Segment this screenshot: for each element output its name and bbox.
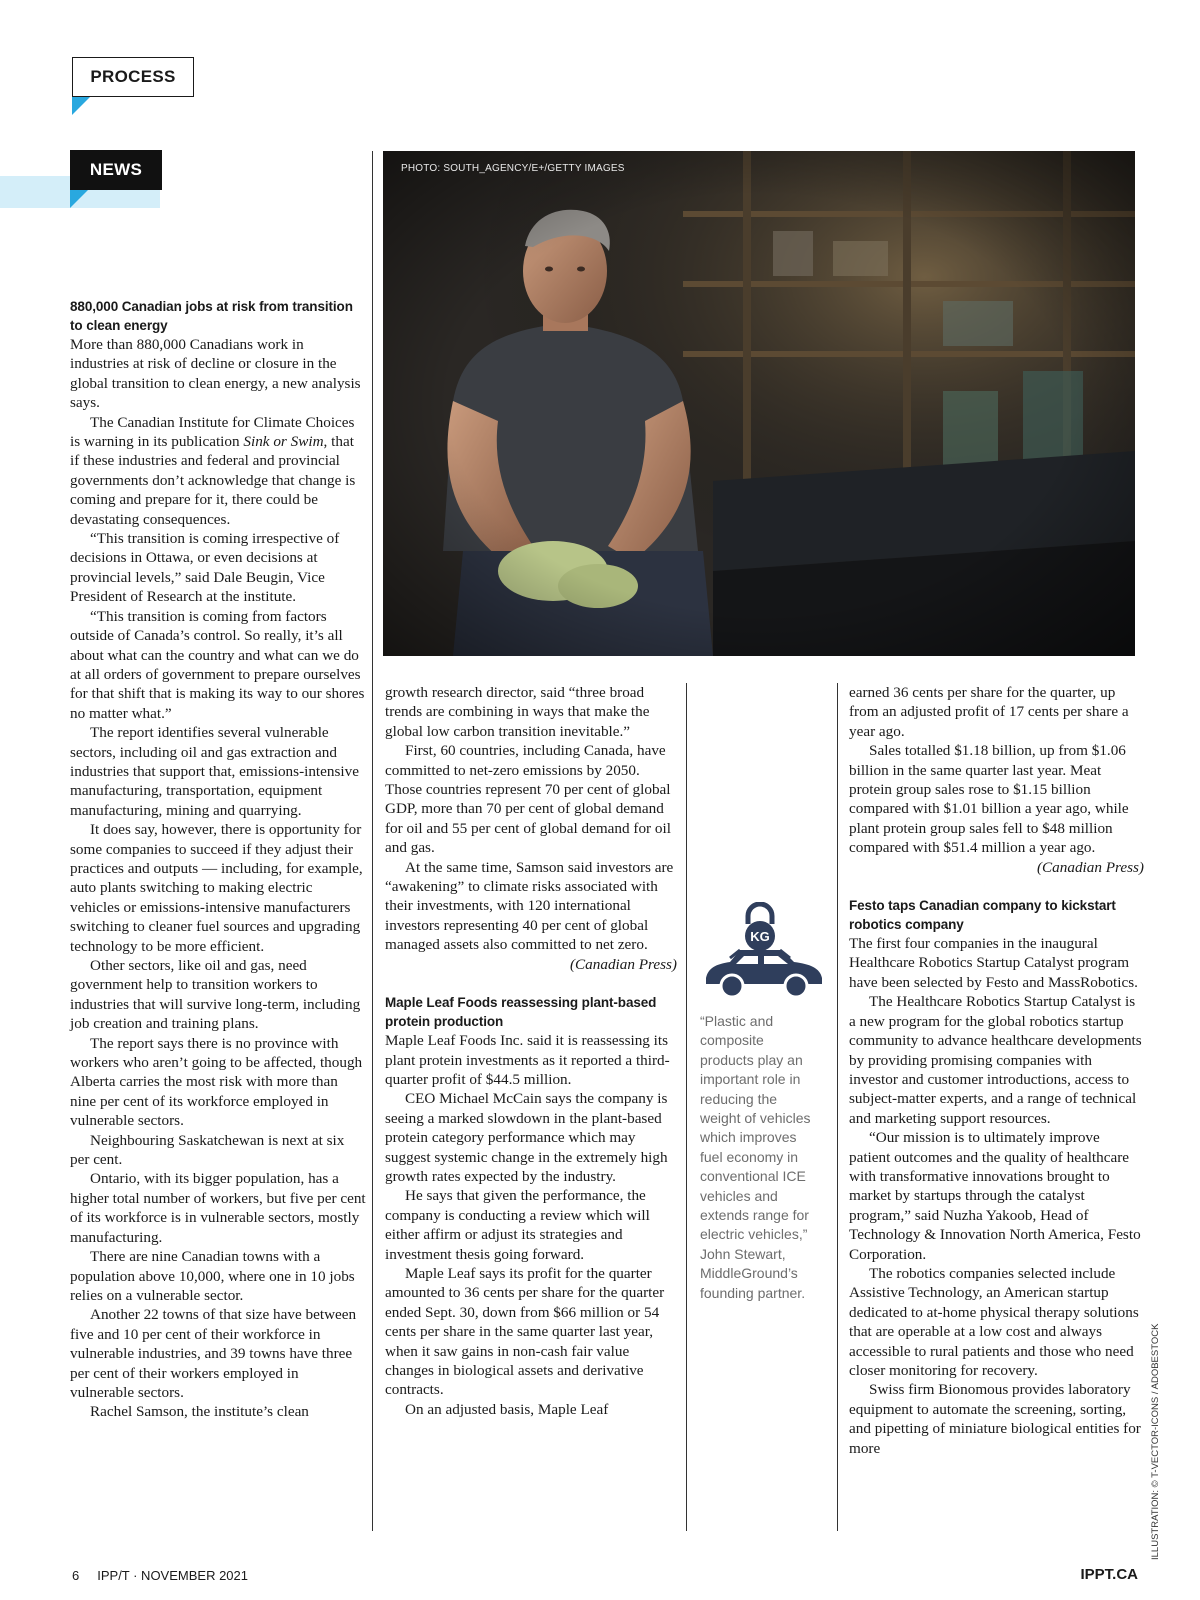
spacer xyxy=(849,877,1144,896)
article-column-4 xyxy=(849,683,1144,1458)
source-credit: (Canadian Press) xyxy=(1036,858,1144,876)
paragraph: “Our mission is to ultimately improve patient outcomes and the quality of healthcare with transformative innovations brought to market by startups through the catalyst program,” said Nuzha Yakoob, Head of Technology & Innovation North America, Festo Corporation. xyxy=(849,1129,1141,1263)
paragraph: earned 36 cents per share for the quarter, up from an adjusted profit of 17 cents per share a year ago. xyxy=(849,684,1129,740)
paragraph: It does say, however, there is opportunity for some companies to succeed if they adjust their practices and outputs — including, for example, auto plants switching to making electric vehicles or emissions-intensive manufacturers switching to cleaner fuel sources and upgrading technology to be more efficient. xyxy=(70,821,363,955)
paragraph: Maple Leaf says its profit for the quarter amounted to 36 cents per share for the quarter ended Sept. 30, down from $66 million or 54 cents per share in the same quarter last year, when it saw gains in non-cash fair value changes in biological assets and derivative contracts. xyxy=(385,1264,665,1399)
spacer xyxy=(385,974,677,993)
section-label-news: NEWS xyxy=(70,150,162,190)
paragraph: Ontario, with its bigger population, has a higher total number of workers, but five per cent of its workforce is in vulnerable sectors, mostly manufacturing. xyxy=(70,1170,366,1246)
footer-site: IPPT.CA xyxy=(1080,1566,1138,1583)
article-column-2 xyxy=(385,683,677,1419)
paragraph: The first four companies in the inaugural Healthcare Robotics Startup Catalyst program have been selected by Festo and MassRobotics. xyxy=(849,935,1138,991)
paragraph: First, 60 countries, including Canada, have committed to net-zero emissions by 2050. Those countries represent 70 per cent of global GDP, more than 70 per cent of global demand for oil and 55 per cent of global demand for oil and gas. xyxy=(385,742,671,857)
paragraph: Neighbouring Saskatchewan is next at six per cent. xyxy=(70,1131,345,1169)
paragraph: There are nine Canadian towns with a population above 10,000, where one in 10 jobs relies on a vulnerable sector. xyxy=(70,1248,355,1304)
column-rule-left xyxy=(372,151,373,1531)
headline-maple-leaf: Maple Leaf Foods reassessing plant-based protein production xyxy=(385,995,657,1030)
issue-label: IPP/T · NOVEMBER 2021 xyxy=(97,1568,248,1583)
paragraph: The report says there is no province with workers who aren’t going to be affected, though Alberta carries the most risk with more than nine per cent of its workforce employed in vulnerable sectors. xyxy=(70,1034,363,1130)
paragraph: Rachel Samson, the institute’s clean xyxy=(90,1403,309,1421)
paragraph xyxy=(70,413,366,529)
column-rule-mid xyxy=(686,683,687,1531)
paragraph: “This transition is coming irrespective of decisions in Ottawa, or even decisions at provincial levels,” said Dale Beugin, Vice President of Research at the institute. xyxy=(70,530,340,606)
pull-quote: “Plastic and composite products play an important role in reducing the weight of vehicles which improves fuel economy in conventional ICE vehicles and extends range for electric vehicles,” John Stewart, MiddleGround’s founding partner. xyxy=(700,1013,811,1301)
worker-photo xyxy=(383,151,1135,656)
article-column-1 xyxy=(70,297,366,1422)
headline-festo: Festo taps Canadian company to kickstart robotics company xyxy=(849,898,1116,933)
paragraph: Other sectors, like oil and gas, need government help to transition workers to industries that will survive long-term, including job creation and training plans. xyxy=(70,957,361,1033)
paragraph: growth research director, said “three broad trends are combining in ways that make the global low carbon transition inevitable.” xyxy=(385,684,650,740)
page-number: 6 xyxy=(72,1568,80,1583)
icon-kg-text: KG xyxy=(750,929,770,944)
paragraph: The report identifies several vulnerable sectors, including oil and gas extraction and industries that support that, emissions-intensive manufacturing, transportation, equipment manufacturing, mining and quarrying. xyxy=(70,724,359,819)
paragraph: Sales totalled $1.18 billion, up from $1.06 billion in the same quarter last year. Meat protein group sales rose to $1.15 billion compared with $1.01 billion a year ago, while plant protein group sales fell to $48 million compared with $51.4 million a year ago. xyxy=(849,742,1129,857)
illustration-credit: ILLUSTRATION: © T-VECTOR-ICONS / ADOBESTOCK xyxy=(1150,1323,1161,1560)
footer-folio xyxy=(72,1568,248,1583)
paragraph: The Healthcare Robotics Startup Catalyst is a new program for the global robotics startup community to advance healthcare developments by providing promising companies with investor and customer introductions, access to subject-matter experts, and a range of technical and marketing support resources. xyxy=(849,993,1142,1127)
column-rule-right xyxy=(837,683,838,1531)
car-with-lock-icon xyxy=(698,902,830,1002)
paragraph: CEO Michael McCain says the company is seeing a marked slowdown in the plant-based protein category performance which may suggest systemic change in the extremely high growth rates expected by the industry. xyxy=(385,1090,668,1185)
paragraph: The robotics companies selected include Assistive Technology, an American startup dedicated to at-home physical therapy solutions that are operable at a low cost and always accessible to rural patients and those who need closer monitoring for recovery. xyxy=(849,1264,1139,1379)
text-span: , that if these industries and federal and provincial governments don’t acknowledge that change is coming and prepare for it, there could be devastating consequences. xyxy=(70,433,356,528)
process-label-tab xyxy=(72,97,90,115)
headline-clean-energy-jobs: 880,000 Canadian jobs at risk from transition to clean energy xyxy=(70,299,353,333)
publication-title: Sink or Swim xyxy=(243,433,324,451)
paragraph: “This transition is coming from factors outside of Canada’s control. So really, it’s all about what can the country and what can we do at all orders of government to prepare ourselves for that shift that is making its way to our shores no matter what.” xyxy=(70,607,365,722)
news-label-tab xyxy=(70,190,88,208)
paragraph: More than 880,000 Canadians work in industries at risk of decline or closure in the global transition to clean energy, a new analysis says. xyxy=(70,336,361,412)
paragraph: On an adjusted basis, Maple Leaf xyxy=(405,1400,609,1418)
paragraph: Another 22 towns of that size have between five and 10 per cent of their workforce in vulnerable industries, and 39 towns have three per cent of their workers employed in vulnerable sectors. xyxy=(70,1306,357,1401)
source-credit: (Canadian Press) xyxy=(569,955,677,973)
photo-credit: PHOTO: SOUTH_AGENCY/E+/GETTY IMAGES xyxy=(401,163,625,174)
paragraph: Swiss firm Bionomous provides laboratory equipment to automate the screening, sorting, and pipetting of miniature biological entities for more xyxy=(849,1381,1141,1457)
paragraph: He says that given the performance, the company is conducting a review which will either affirm or adjust its strategies and investment thesis going forward. xyxy=(385,1187,650,1263)
worker-photo-illustration xyxy=(383,151,1135,656)
paragraph: Maple Leaf Foods Inc. said it is reassessing its plant protein investments as it reported a third-quarter profit of $44.5 million. xyxy=(385,1032,670,1088)
paragraph: At the same time, Samson said investors are “awakening” to climate risks associated with their investments, with 120 international investors representing 40 per cent of global managed assets also committed to net zero. xyxy=(385,858,674,954)
section-label-process: PROCESS xyxy=(72,57,194,97)
text-span: The Canadian Institute for Climate Choices is warning in its publication xyxy=(70,413,355,451)
